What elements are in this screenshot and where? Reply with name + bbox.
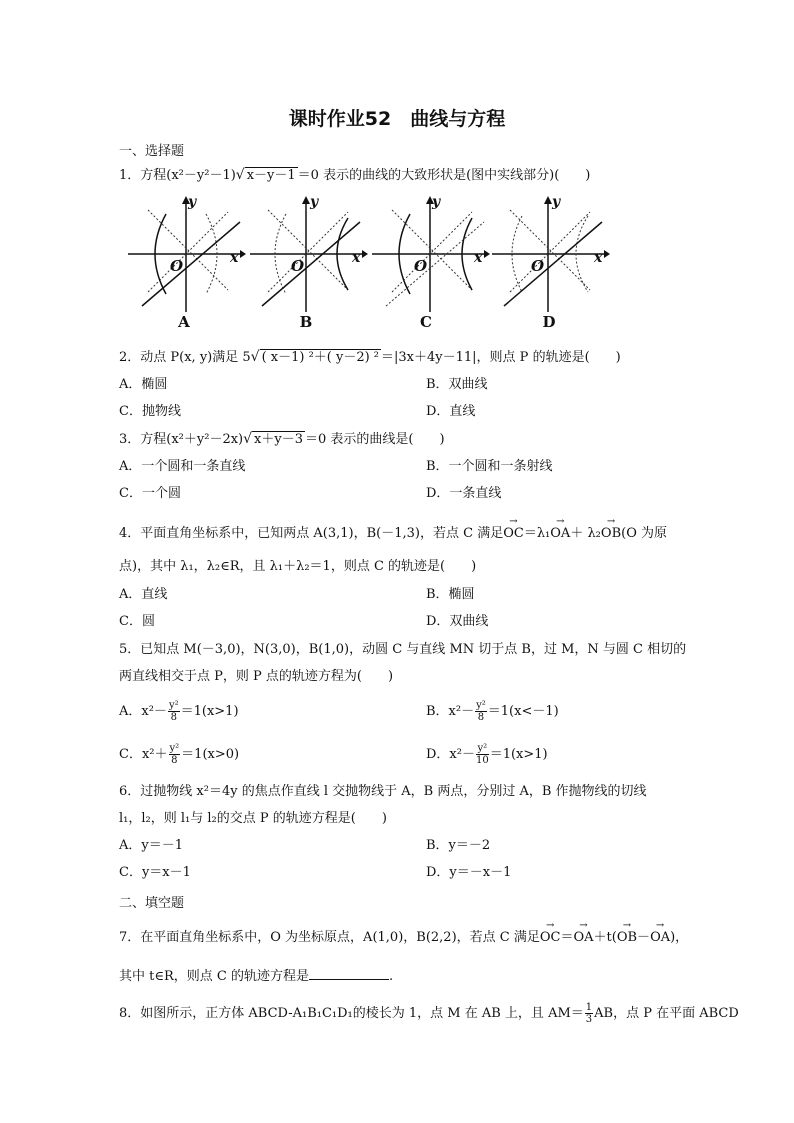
q3-option-a: A．一个圆和一条直线 [119, 459, 246, 474]
sqrt-sign: √ [235, 167, 245, 183]
numerator: y² [477, 743, 488, 754]
q7-line2-pre: 其中 t∈R，则点 C 的轨迹方程是 [119, 969, 309, 984]
figure-a [128, 192, 246, 312]
q2-option-a: A．椭圆 [119, 377, 168, 392]
q5-option-c [119, 743, 239, 766]
answer-blank[interactable] [309, 967, 389, 980]
question-2 [119, 349, 621, 366]
q2-text-post: ＝|3x＋4y－11|，则点 P 的轨迹是( ) [381, 350, 621, 365]
q7-text-pre: 7．在平面直角坐标系中，O 为坐标原点，A(1,0)，B(2,2)，若点 C 满足 [119, 930, 540, 945]
question-1 [119, 167, 590, 184]
q4-text-post: (O 为原 [621, 526, 667, 541]
q7-line2-post: . [388, 969, 394, 984]
denominator: 10 [475, 755, 489, 766]
q5-d-post: ＝1(x>1) [489, 747, 548, 762]
q5-d-pre: D．x²－ [426, 747, 475, 762]
q6-option-b: B．y＝－2 [426, 838, 491, 853]
q5-c-pre: C．x²＋ [119, 747, 168, 762]
numerator: 1 [585, 1002, 593, 1013]
q8-fraction [585, 1002, 593, 1025]
q6-option-a: A．y＝－1 [119, 838, 184, 853]
fig-b-origin: O [291, 257, 305, 275]
q6-option-d: D．y＝－x－1 [426, 865, 512, 880]
q5-a-fraction [168, 700, 180, 723]
q4-plus: ＋ λ₂ [570, 526, 601, 541]
q5-option-d [426, 743, 548, 766]
q8-text-pre: 8．如图所示，正方体 ABCD-A₁B₁C₁D₁的棱长为 1，点 M 在 AB 上，且 AM＝ [119, 1006, 584, 1021]
denominator: 8 [171, 755, 178, 766]
q4-option-b: B．椭圆 [426, 587, 475, 602]
figure-b [250, 192, 368, 312]
q2-text-pre: 2．动点 P(x, y)满足 5 [119, 350, 251, 365]
sqrt-sign: √ [243, 431, 253, 447]
fig-label-b: B [299, 313, 313, 331]
fig-label-d: D [542, 313, 556, 331]
denominator: 3 [585, 1014, 593, 1025]
question-8 [119, 1002, 739, 1025]
q1-radicand: x－y－1 [246, 168, 296, 183]
fig-b-y-label: y [310, 194, 319, 210]
question-4-line-2: 点)，其中 λ₁，λ₂∈R，且 λ₁＋λ₂＝1，则点 C 的轨迹是( ) [119, 559, 477, 574]
q5-b-pre: B．x²－ [426, 704, 475, 719]
fig-d-x-label: x [594, 250, 603, 266]
denominator: 8 [477, 712, 485, 723]
q2-option-b: B．双曲线 [426, 377, 488, 392]
question-3 [119, 431, 445, 448]
q5-d-fraction [476, 743, 489, 766]
vector-oc: → OC [540, 930, 561, 946]
q4-option-a: A．直线 [119, 587, 168, 602]
vector-ob: → OB [617, 930, 637, 946]
q3-radicand: x＋y－3 [254, 432, 303, 447]
q7-close: )， [670, 930, 689, 945]
numerator: y² [476, 700, 486, 711]
fig-label-c: C [420, 313, 432, 331]
numerator: y² [169, 743, 180, 754]
fig-a-y-label: y [188, 194, 197, 210]
q4-text-pre: 4．平面直角坐标系中，已知两点 A(3,1)，B(－1,3)，若点 C 满足 [119, 526, 504, 541]
q1-text-pre: 1．方程(x²－y²－1) [119, 168, 236, 183]
q3-text-pre: 3．方程(x²＋y²－2x) [119, 432, 244, 447]
question-6-line-1: 6．过抛物线 x²＝4y 的焦点作直线 l 交抛物线于 A，B 两点，分别过 A，B 作抛物线的切线 [119, 784, 647, 799]
section-choice-heading: 一、选择题 [119, 144, 185, 159]
q8-text-post: AB，点 P 在平面 ABCD [594, 1006, 739, 1021]
fig-label-a: A [178, 313, 190, 331]
page-title: 课时作业52 曲线与方程 [288, 108, 506, 130]
q3-option-d: D．一条直线 [426, 486, 502, 501]
q2-option-d: D．直线 [426, 404, 476, 419]
question-7-line-2 [119, 967, 393, 985]
fig-c-x-label: x [474, 250, 483, 266]
q7-plus-t: ＋t( [593, 930, 617, 945]
question-6-line-2: l₁，l₂，则 l₁与 l₂的交点 P 的轨迹方程是( ) [119, 811, 387, 826]
q7-minus: － [637, 930, 651, 945]
q5-a-post: ＝1(x>1) [180, 704, 239, 719]
fig-d-y-label: y [552, 194, 561, 210]
fig-c-origin: O [414, 257, 428, 275]
denominator: 8 [170, 712, 177, 723]
fig-c-y-label: y [432, 194, 441, 210]
sqrt-sign: √ [250, 349, 260, 365]
q4-eq: ＝λ₁ [523, 526, 551, 541]
q3-option-b: B．一个圆和一条射线 [426, 459, 553, 474]
q5-a-pre: A．x²－ [119, 704, 167, 719]
q1-text-post: ＝0 表示的曲线的大致形状是(图中实线部分)( ) [297, 168, 591, 183]
q5-b-post: ＝1(x<－1) [487, 704, 559, 719]
figure-d [492, 192, 610, 312]
vector-oa: → OA [650, 930, 670, 946]
question-4-line-1 [119, 526, 667, 542]
q5-b-fraction [475, 700, 487, 723]
fig-d-origin: O [531, 257, 545, 275]
q6-option-c: C．y＝x－1 [119, 865, 191, 880]
vector-ob: → OB [601, 526, 621, 542]
q5-c-post: ＝1(x>0) [181, 747, 240, 762]
q5-c-fraction [169, 743, 181, 766]
q5-option-a [119, 700, 239, 723]
numerator: y² [168, 700, 179, 711]
question-7-line-1 [119, 930, 688, 946]
q4-option-c: C．圆 [119, 614, 155, 629]
question-5-line-1: 5．已知点 M(－3,0)，N(3,0)，B(1,0)，动圆 C 与直线 MN 切于点 B，过 M，N 与圆 C 相切的 [119, 642, 687, 657]
vector-oa: → OA [550, 526, 570, 542]
q5-option-b [426, 700, 559, 723]
q4-option-d: D．双曲线 [426, 614, 489, 629]
figure-c [372, 192, 490, 312]
q2-radicand: ( x－1) ²＋( y－2) ² [261, 350, 380, 365]
fig-a-origin: O [170, 257, 184, 275]
q3-option-c: C．一个圆 [119, 486, 181, 501]
question-5-line-2: 两直线相交于点 P，则 P 点的轨迹方程为( ) [119, 669, 394, 684]
fig-b-x-label: x [352, 250, 361, 266]
q7-eq: ＝ [560, 930, 574, 945]
section-fill-heading: 二、填空题 [119, 896, 185, 911]
vector-oa: → OA [573, 930, 593, 946]
q3-text-post: ＝0 表示的曲线是( ) [305, 432, 445, 447]
fig-a-x-label: x [230, 250, 239, 266]
vector-oc: → OC [503, 526, 524, 542]
q2-option-c: C．抛物线 [119, 404, 181, 419]
